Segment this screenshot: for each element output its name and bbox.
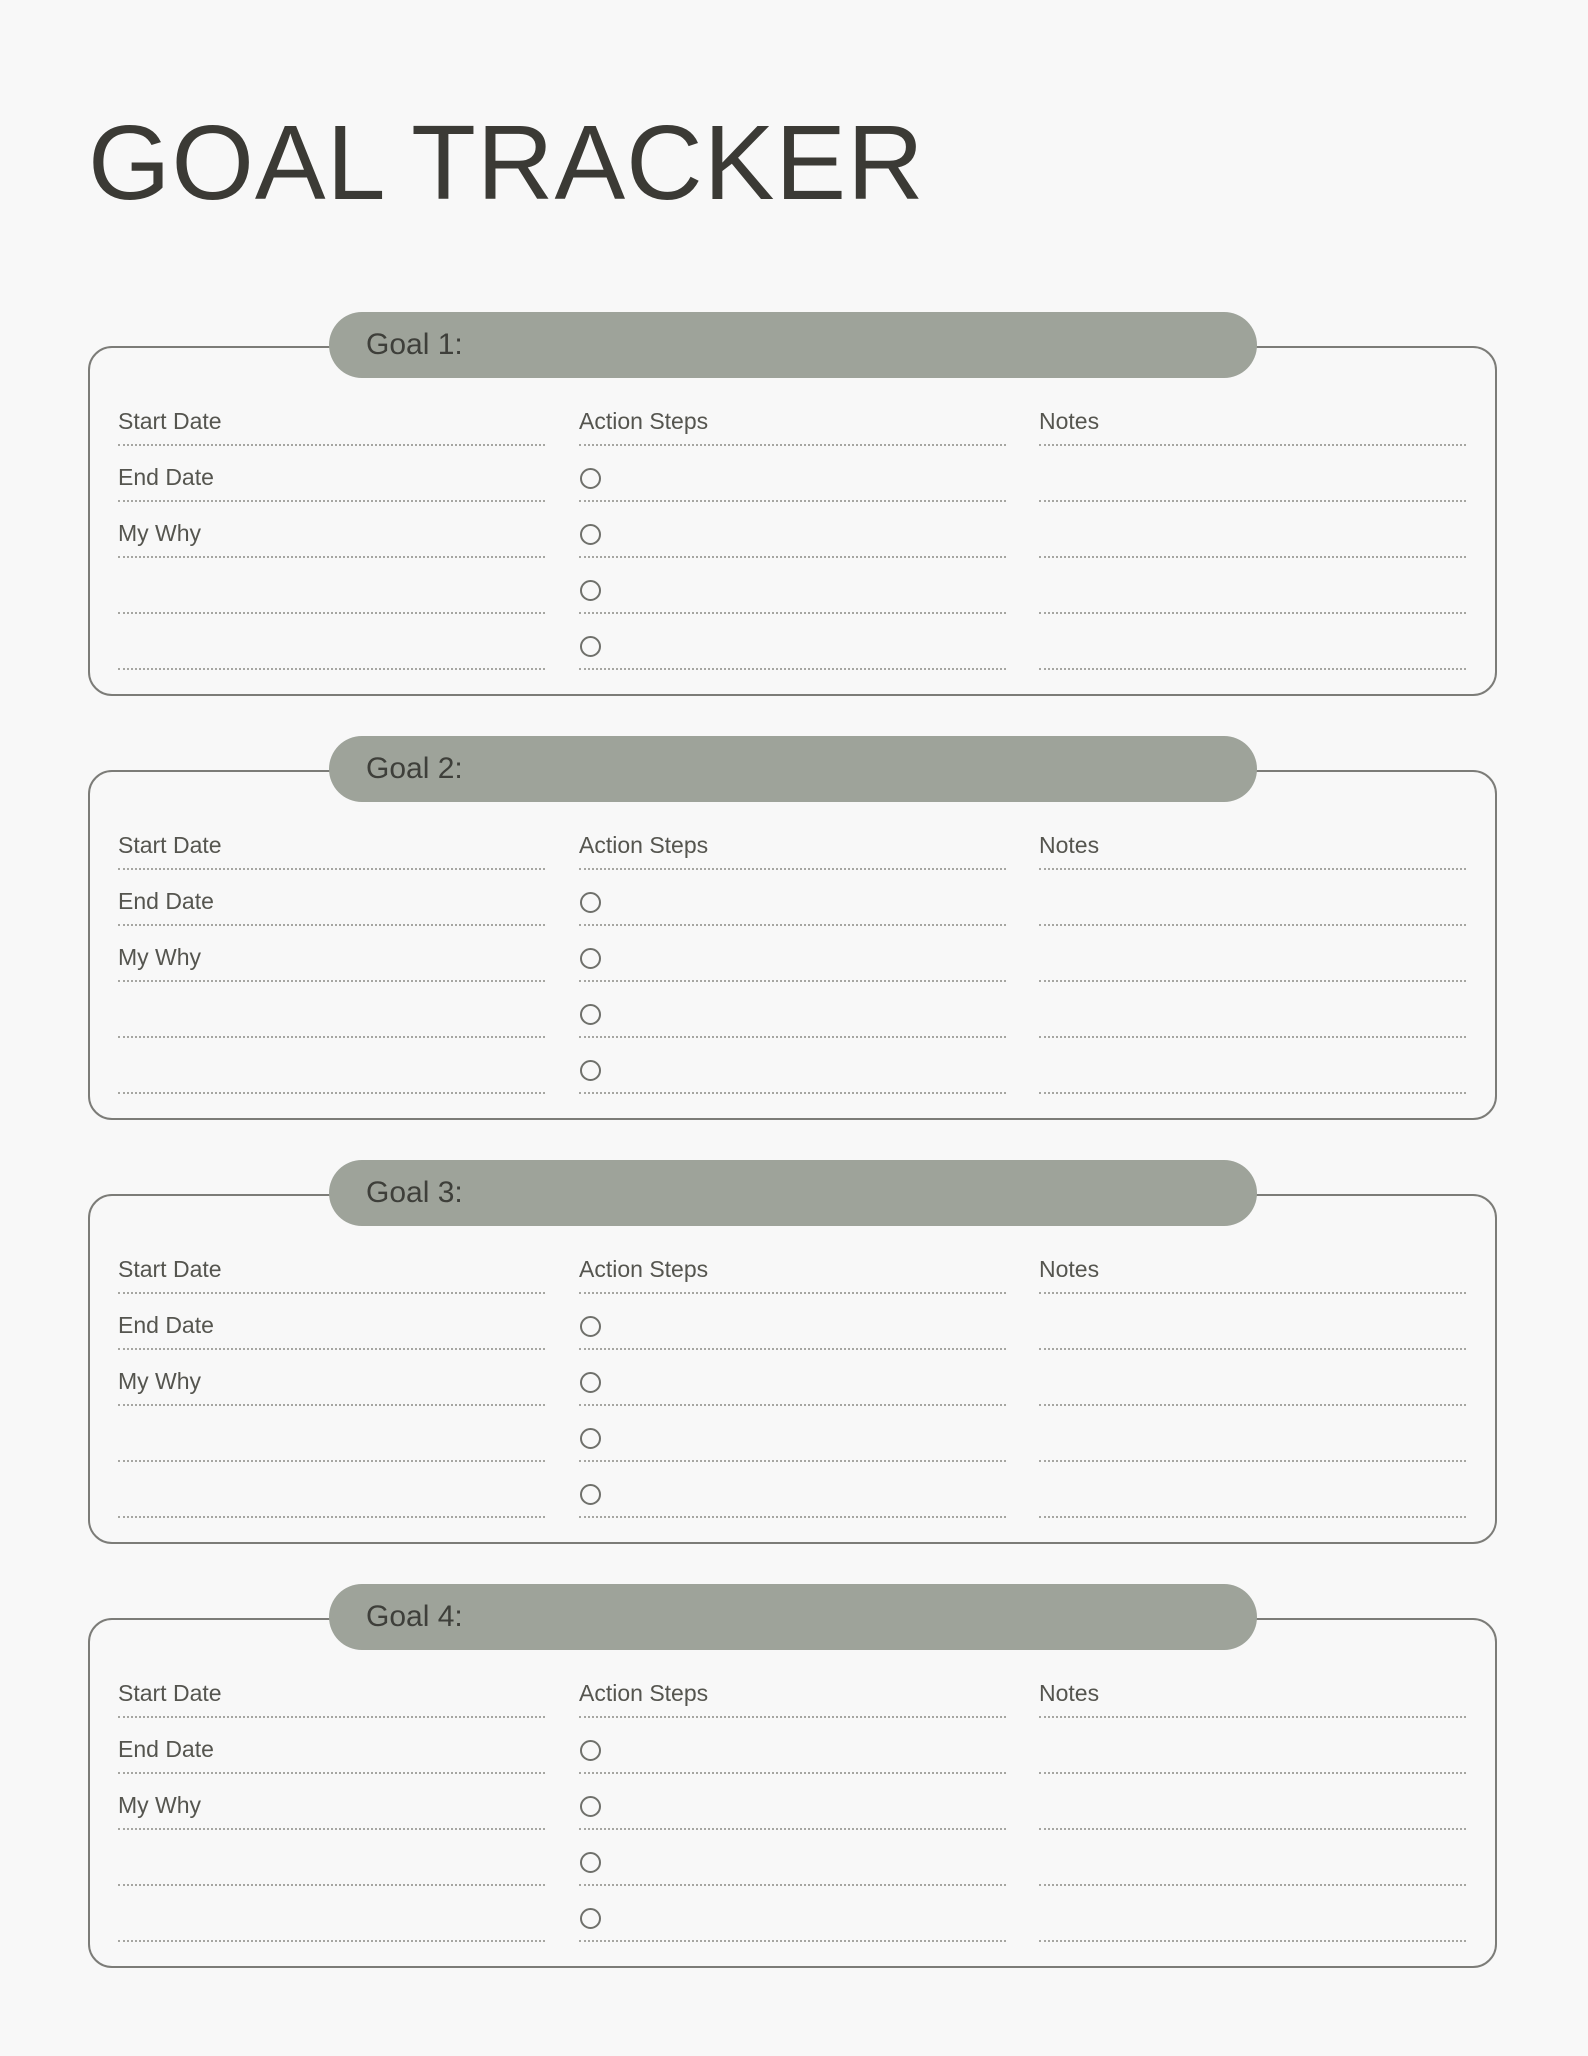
my-why-line[interactable]: [118, 1830, 545, 1886]
start-date-field[interactable]: [118, 1238, 545, 1294]
end-date-field[interactable]: [118, 1718, 545, 1774]
notes-label: Notes: [1039, 408, 1100, 434]
my-why-line[interactable]: [118, 558, 545, 614]
action-step-line[interactable]: [579, 558, 1006, 614]
goal-section-1: [0, 312, 1588, 712]
action-step-line[interactable]: [579, 982, 1006, 1038]
start-date-label: Start Date: [118, 832, 222, 858]
start-date-label: Start Date: [118, 408, 222, 434]
action-steps-header: [579, 814, 1006, 870]
action-steps-column: [579, 1662, 1006, 1942]
action-step-line[interactable]: [579, 1350, 1006, 1406]
notes-header: [1039, 814, 1466, 870]
my-why-label: My Why: [118, 1368, 202, 1394]
my-why-label: My Why: [118, 520, 202, 546]
circle-checkbox-icon[interactable]: [580, 948, 601, 969]
notes-column: [1039, 1238, 1466, 1518]
my-why-field[interactable]: [118, 1350, 545, 1406]
start-date-field[interactable]: [118, 814, 545, 870]
notes-line[interactable]: [1039, 1774, 1466, 1830]
notes-line[interactable]: [1039, 1886, 1466, 1942]
goal-title-pill[interactable]: Goal 4:: [329, 1584, 1257, 1650]
page-title: GOAL TRACKER: [88, 104, 925, 222]
circle-checkbox-icon[interactable]: [580, 1428, 601, 1449]
notes-line[interactable]: [1039, 1038, 1466, 1094]
end-date-label: End Date: [118, 1312, 214, 1338]
action-steps-label: Action Steps: [579, 1256, 709, 1282]
circle-checkbox-icon[interactable]: [580, 1316, 601, 1337]
my-why-line[interactable]: [118, 1462, 545, 1518]
goal-info-column: [118, 390, 545, 670]
notes-column: [1039, 814, 1466, 1094]
my-why-label: My Why: [118, 944, 202, 970]
goal-title-pill[interactable]: Goal 3:: [329, 1160, 1257, 1226]
notes-column: [1039, 1662, 1466, 1942]
end-date-field[interactable]: [118, 1294, 545, 1350]
action-steps-header: [579, 390, 1006, 446]
start-date-field[interactable]: [118, 390, 545, 446]
action-steps-header: [579, 1662, 1006, 1718]
circle-checkbox-icon[interactable]: [580, 1852, 601, 1873]
notes-label: Notes: [1039, 832, 1100, 858]
circle-checkbox-icon[interactable]: [580, 1740, 601, 1761]
goal-info-column: [118, 1238, 545, 1518]
circle-checkbox-icon[interactable]: [580, 1060, 601, 1081]
action-step-line[interactable]: [579, 614, 1006, 670]
start-date-label: Start Date: [118, 1680, 222, 1706]
notes-label: Notes: [1039, 1256, 1100, 1282]
notes-line[interactable]: [1039, 926, 1466, 982]
end-date-field[interactable]: [118, 870, 545, 926]
action-steps-column: [579, 1238, 1006, 1518]
notes-line[interactable]: [1039, 446, 1466, 502]
action-step-line[interactable]: [579, 1406, 1006, 1462]
action-step-line[interactable]: [579, 1038, 1006, 1094]
circle-checkbox-icon[interactable]: [580, 1372, 601, 1393]
my-why-line[interactable]: [118, 1038, 545, 1094]
circle-checkbox-icon[interactable]: [580, 1484, 601, 1505]
my-why-line[interactable]: [118, 1406, 545, 1462]
my-why-line[interactable]: [118, 982, 545, 1038]
action-step-line[interactable]: [579, 870, 1006, 926]
notes-line[interactable]: [1039, 1350, 1466, 1406]
goal-info-column: [118, 1662, 545, 1942]
notes-line[interactable]: [1039, 558, 1466, 614]
action-step-line[interactable]: [579, 1718, 1006, 1774]
end-date-field[interactable]: [118, 446, 545, 502]
notes-column: [1039, 390, 1466, 670]
my-why-field[interactable]: [118, 926, 545, 982]
circle-checkbox-icon[interactable]: [580, 1004, 601, 1025]
notes-line[interactable]: [1039, 870, 1466, 926]
my-why-field[interactable]: [118, 502, 545, 558]
action-steps-label: Action Steps: [579, 832, 709, 858]
notes-line[interactable]: [1039, 1830, 1466, 1886]
end-date-label: End Date: [118, 888, 214, 914]
circle-checkbox-icon[interactable]: [580, 468, 601, 489]
my-why-line[interactable]: [118, 1886, 545, 1942]
my-why-line[interactable]: [118, 614, 545, 670]
my-why-label: My Why: [118, 1792, 202, 1818]
action-steps-label: Action Steps: [579, 408, 709, 434]
circle-checkbox-icon[interactable]: [580, 892, 601, 913]
notes-header: [1039, 1238, 1466, 1294]
action-step-line[interactable]: [579, 502, 1006, 558]
action-step-line[interactable]: [579, 1774, 1006, 1830]
circle-checkbox-icon[interactable]: [580, 580, 601, 601]
end-date-label: End Date: [118, 464, 214, 490]
circle-checkbox-icon[interactable]: [580, 1796, 601, 1817]
notes-line[interactable]: [1039, 1718, 1466, 1774]
notes-header: [1039, 390, 1466, 446]
action-step-line[interactable]: [579, 446, 1006, 502]
notes-line[interactable]: [1039, 1406, 1466, 1462]
goal-info-column: [118, 814, 545, 1094]
action-step-line[interactable]: [579, 1830, 1006, 1886]
my-why-field[interactable]: [118, 1774, 545, 1830]
notes-header: [1039, 1662, 1466, 1718]
goal-section-4: [0, 1584, 1588, 1984]
action-steps-header: [579, 1238, 1006, 1294]
goal-section-3: [0, 1160, 1588, 1560]
action-step-line[interactable]: [579, 1294, 1006, 1350]
action-step-line[interactable]: [579, 926, 1006, 982]
goal-title-pill[interactable]: Goal 2:: [329, 736, 1257, 802]
action-step-line[interactable]: [579, 1462, 1006, 1518]
goal-title-pill[interactable]: Goal 1:: [329, 312, 1257, 378]
start-date-label: Start Date: [118, 1256, 222, 1282]
action-steps-column: [579, 814, 1006, 1094]
goal-section-2: [0, 736, 1588, 1136]
circle-checkbox-icon[interactable]: [580, 524, 601, 545]
action-steps-label: Action Steps: [579, 1680, 709, 1706]
notes-line[interactable]: [1039, 1462, 1466, 1518]
circle-checkbox-icon[interactable]: [580, 636, 601, 657]
action-step-line[interactable]: [579, 1886, 1006, 1942]
circle-checkbox-icon[interactable]: [580, 1908, 601, 1929]
action-steps-column: [579, 390, 1006, 670]
notes-line[interactable]: [1039, 1294, 1466, 1350]
notes-line[interactable]: [1039, 502, 1466, 558]
notes-label: Notes: [1039, 1680, 1100, 1706]
notes-line[interactable]: [1039, 614, 1466, 670]
start-date-field[interactable]: [118, 1662, 545, 1718]
end-date-label: End Date: [118, 1736, 214, 1762]
notes-line[interactable]: [1039, 982, 1466, 1038]
